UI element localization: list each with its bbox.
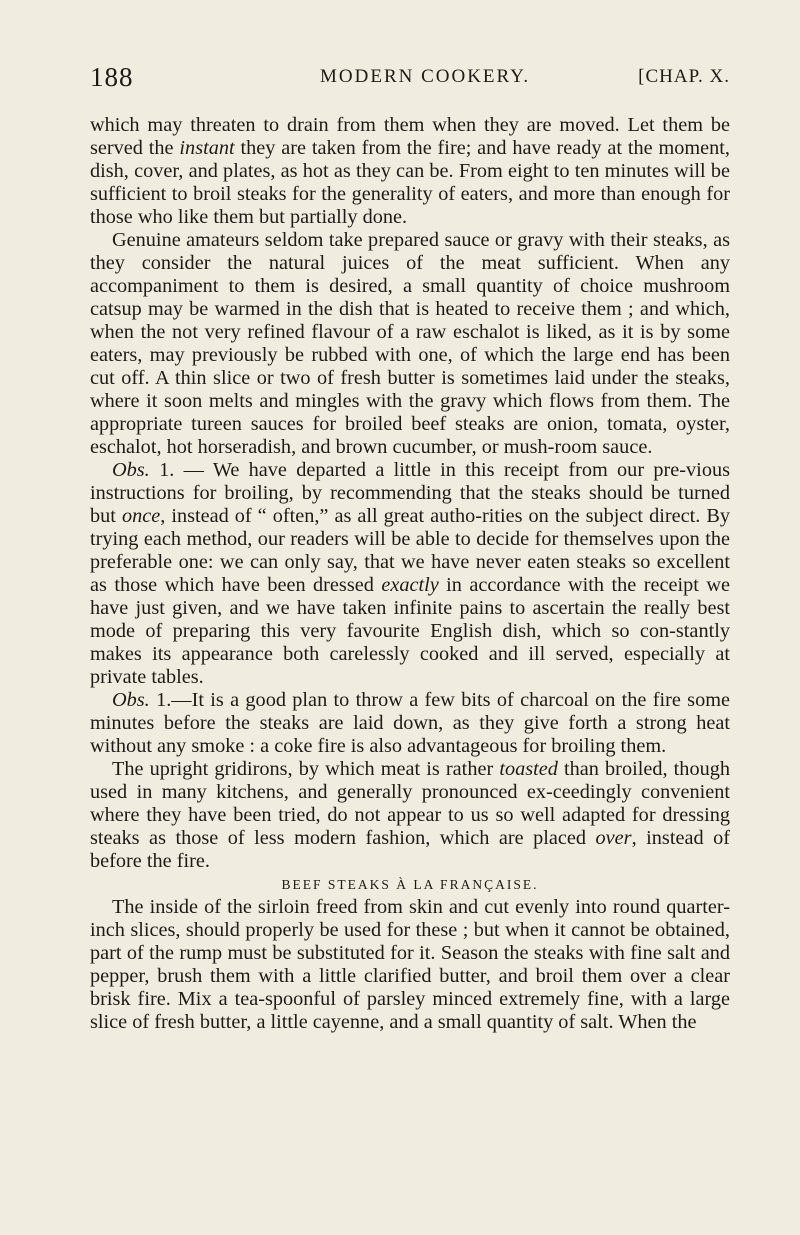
paragraph-observation-1: Obs. 1. — We have departed a little in this receipt from our pre-vious instructions for broiling, by recommending that the steaks should be turned but once, instead of “ often,” as all great autho-rities on the subject direct. By trying each method, our readers will be able to decide for themselves upon the preferable one: we can only say, that we have never eaten steaks so excellent as those which have been dressed exactly in accordance with the receipt we have just given, and we have taken infinite pains to ascertain the really best mode of preparing this very favourite English dish, which so con-stantly makes its appearance both carelessly cooked and ill served, especially at private tables.	[90, 459, 730, 688]
section-title: BEEF STEAKS À LA FRANÇAISE.	[281, 877, 539, 892]
chapter-reference: [CHAP. X.	[638, 66, 730, 87]
page-header	[90, 62, 730, 98]
paragraph-sauces: Genuine amateurs seldom take prepared sauce or gravy with their steaks, as they consider the natural juices of the meat sufficient. When any accompaniment to them is desired, a small quantity of choice mushroom catsup may be warmed in the dish that is heated to receive them ; and which, when the not very refined flavour of a raw eschalot is liked, as it is by some eaters, may previously be rubbed with one, of which the large end has been cut off. A thin slice or two of fresh butter is sometimes laid under the steaks, where it soon melts and mingles with the gravy which flows from them. The appropriate tureen sauces for broiled beef steaks are onion, tomata, oyster, eschalot, hot horseradish, and brown cucumber, or mush-room sauce.	[90, 229, 730, 458]
running-head: MODERN COOKERY.	[320, 66, 531, 87]
paragraph-observation-2: Obs. 1.—It is a good plan to throw a few bits of charcoal on the fire some minutes before the steaks are laid down, as they give forth a strong heat without any smoke : a coke fire is also advantageous for broiling them.	[90, 689, 730, 757]
body-text	[90, 114, 730, 1034]
paragraph-gridirons: The upright gridirons, by which meat is rather toasted than broiled, though used in many kitchens, and generally pronounced ex-ceedingly convenient where they have been tried, do not appear to us so well adapted for dressing steaks as those of less modern fashion, which are placed over, instead of before the fire.	[90, 758, 731, 872]
paragraph-recipe: The inside of the sirloin freed from skin and cut evenly into round quarter-inch slices, should properly be used for these ; but when it cannot be obtained, part of the rump must be substituted for it. Season the steaks with fine salt and pepper, brush them with a little clarified butter, and broil them over a clear brisk fire. Mix a tea-spoonful of parsley minced extremely fine, with a large slice of fresh butter, a little cayenne, and a small quantity of salt. When the	[90, 896, 730, 1033]
paragraph-continuation: which may threaten to drain from them when they are moved. Let them be served the instant they are taken from the fire; and have ready at the moment, dish, cover, and plates, as hot as they can be. From eight to ten minutes will be sufficient to broil steaks for the generality of eaters, and more than enough for those who like them but partially done.	[90, 114, 730, 228]
page-number: 188	[90, 62, 134, 92]
